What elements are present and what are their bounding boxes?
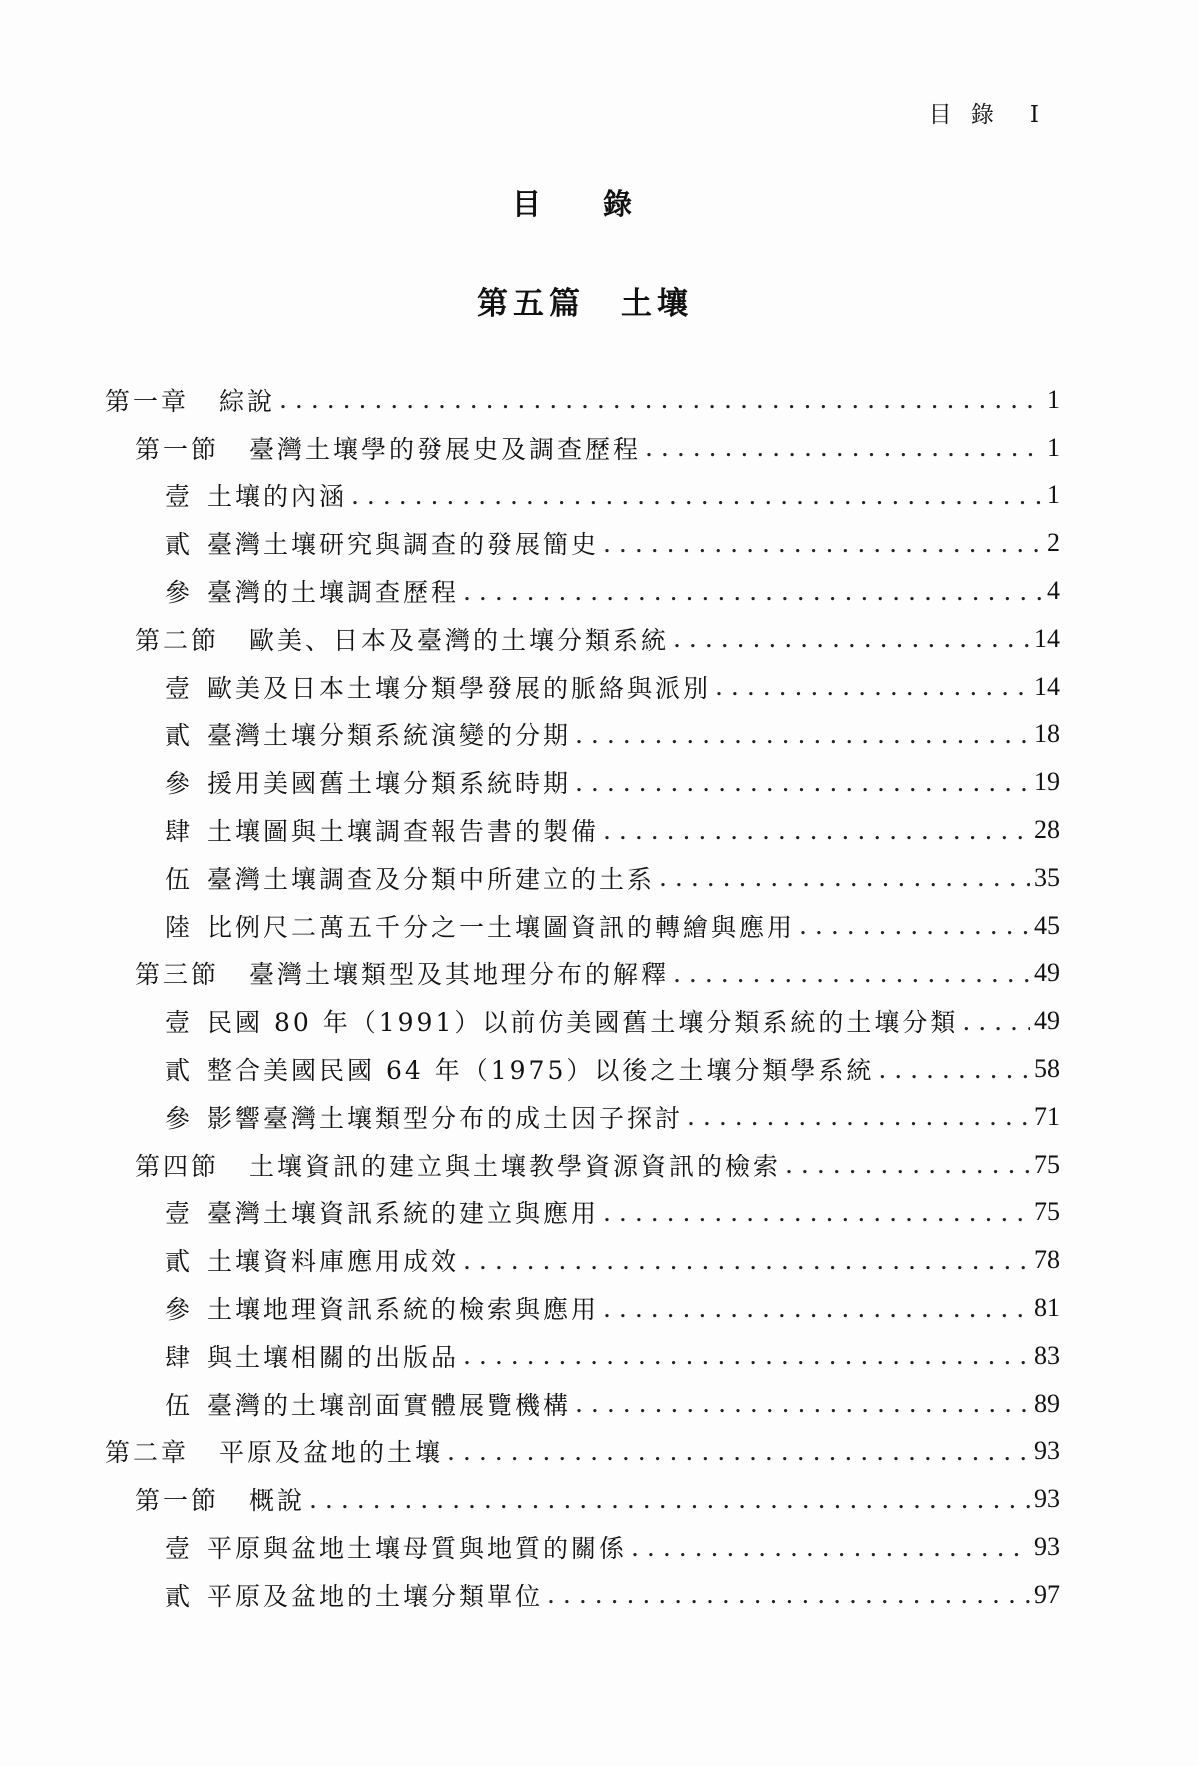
dot-leader xyxy=(279,385,1043,414)
dot-leader xyxy=(547,1580,1030,1609)
toc-entry-label xyxy=(135,955,669,991)
toc-entry-title: 臺灣土壤調查及分類中所建立的土系 xyxy=(207,864,656,894)
toc-entry-page: 58 xyxy=(1034,1054,1060,1084)
toc-entry-title: 比例尺二萬五千分之一土壤圖資訊的轉繪與應用 xyxy=(207,912,796,942)
toc-entry[interactable] xyxy=(105,806,1060,854)
toc-entry-label xyxy=(165,1099,683,1135)
toc-entry-number: 第一節 xyxy=(135,1486,220,1516)
dot-leader xyxy=(603,1198,1030,1227)
toc-entry[interactable] xyxy=(105,1141,1060,1189)
toc-entry[interactable] xyxy=(105,1189,1060,1237)
toc-entry-number: 貳 xyxy=(165,721,194,751)
toc-entry-page: 71 xyxy=(1034,1101,1060,1131)
dot-leader xyxy=(785,1150,1030,1179)
toc-entry-page: 89 xyxy=(1034,1388,1060,1418)
toc-entry-title: 民國 80 年（1991）以前仿美國舊土壤分類系統的土壤分類 xyxy=(207,1008,959,1038)
toc-entry-page: 49 xyxy=(1034,1006,1060,1036)
dot-leader xyxy=(603,816,1030,845)
dot-leader xyxy=(631,1533,1030,1562)
toc-entry-title: 與土壤相關的出版品 xyxy=(207,1342,460,1372)
toc-entry[interactable] xyxy=(105,615,1060,663)
toc-entry-label xyxy=(165,1577,543,1613)
toc-entry-label xyxy=(165,1338,459,1374)
toc-entry-title: 平原與盆地土壤母質與地質的關係 xyxy=(207,1534,628,1564)
toc-entry-title: 整合美國民國 64 年（1975）以後之土壤分類學系統 xyxy=(207,1056,875,1086)
toc-entry-label xyxy=(105,382,275,418)
toc-entry-label xyxy=(105,1433,443,1469)
toc-entry-number: 第四節 xyxy=(135,1151,220,1181)
dot-leader xyxy=(463,1341,1030,1370)
toc-entry-page: 28 xyxy=(1034,815,1060,845)
toc-entry-title: 臺灣的土壤調查歷程 xyxy=(207,578,460,608)
toc-entry-number: 肆 xyxy=(165,817,194,847)
toc-entry-label xyxy=(165,1386,571,1422)
toc-entry-page: 18 xyxy=(1034,719,1060,749)
toc-entry-number: 參 xyxy=(165,1103,194,1133)
toc-entry[interactable] xyxy=(105,519,1060,567)
toc-entry[interactable] xyxy=(105,376,1060,424)
toc-entry-title: 平原及盆地的土壤 xyxy=(219,1438,444,1468)
dot-leader xyxy=(687,1102,1030,1131)
toc-entry-title: 土壤的內涵 xyxy=(207,482,348,512)
toc-entry-number: 壹 xyxy=(165,1008,194,1038)
toc-entry-number: 貳 xyxy=(165,1056,194,1086)
dot-leader xyxy=(463,577,1043,606)
running-header xyxy=(929,96,1039,129)
header-page-number: I xyxy=(1029,102,1039,128)
toc-entry-label xyxy=(165,764,571,800)
toc-entry[interactable] xyxy=(105,1332,1060,1380)
header-title: 目 錄 xyxy=(928,102,1000,128)
toc-entry-title: 臺灣的土壤剖面實體展覽機構 xyxy=(207,1390,572,1420)
dot-leader xyxy=(799,911,1030,940)
toc-entry[interactable] xyxy=(105,1093,1060,1141)
toc-entry[interactable] xyxy=(105,1428,1060,1476)
toc-entry-number: 第三節 xyxy=(135,960,220,990)
toc-entry[interactable] xyxy=(105,902,1060,950)
toc-entry-page: 78 xyxy=(1034,1245,1060,1275)
toc-entry-title: 影響臺灣土壤類型分布的成土因子探討 xyxy=(207,1103,684,1133)
toc-entry-page: 93 xyxy=(1034,1484,1060,1514)
toc-entry-title: 歐美、日本及臺灣的土壤分類系統 xyxy=(249,625,670,655)
toc-entry-title: 土壤資訊的建立與土壤教學資源資訊的檢索 xyxy=(249,1151,782,1181)
toc-entry-label xyxy=(165,573,459,609)
toc-entry-number: 參 xyxy=(165,1295,194,1325)
toc-entry[interactable] xyxy=(105,567,1060,615)
toc-entry-number: 貳 xyxy=(165,1581,194,1611)
dot-leader xyxy=(463,1246,1030,1275)
toc-entry-page: 75 xyxy=(1034,1197,1060,1227)
toc-entry[interactable] xyxy=(105,1523,1060,1571)
toc-entry-label xyxy=(165,1529,627,1565)
toc-entry-page: 83 xyxy=(1034,1340,1060,1370)
dot-leader xyxy=(575,768,1030,797)
toc-entry[interactable] xyxy=(105,950,1060,998)
toc-entry-label xyxy=(165,477,347,513)
toc-entry-page: 19 xyxy=(1034,767,1060,797)
toc-entry-page: 45 xyxy=(1034,910,1060,940)
toc-entry-number: 貳 xyxy=(165,1247,194,1277)
toc-entry-number: 壹 xyxy=(165,1534,194,1564)
toc-entry-page: 4 xyxy=(1047,576,1060,606)
toc-entry-number: 壹 xyxy=(165,1199,194,1229)
toc-entry-page: 14 xyxy=(1034,623,1060,653)
dot-leader xyxy=(962,1007,1030,1036)
toc-entry[interactable] xyxy=(105,1380,1060,1428)
toc-entry[interactable] xyxy=(105,711,1060,759)
toc-entry-label xyxy=(165,525,599,561)
toc-entry-label xyxy=(165,669,711,705)
toc-entry-number: 第一節 xyxy=(135,434,220,464)
toc-entry-label xyxy=(165,908,795,944)
toc-entry-number: 伍 xyxy=(165,864,194,894)
toc-entry-page: 14 xyxy=(1034,671,1060,701)
toc-entry-page: 49 xyxy=(1034,958,1060,988)
dot-leader xyxy=(603,1294,1030,1323)
dot-leader xyxy=(878,1055,1030,1084)
toc-entry-label xyxy=(135,621,669,657)
toc-entry-label xyxy=(165,812,599,848)
toc-entry-label xyxy=(165,1003,958,1039)
toc-entry-page: 97 xyxy=(1034,1579,1060,1609)
dot-leader xyxy=(575,1389,1030,1418)
toc-entry-number: 第一章 xyxy=(105,386,190,416)
toc-entry-number: 第二節 xyxy=(135,625,220,655)
toc-entry-title: 歐美及日本土壤分類學發展的脈絡與派別 xyxy=(207,673,712,703)
toc-entry-title: 土壤圖與土壤調查報告書的製備 xyxy=(207,817,600,847)
toc-entry-title: 臺灣土壤類型及其地理分布的解釋 xyxy=(249,960,670,990)
toc-entry-number: 壹 xyxy=(165,673,194,703)
toc-entry[interactable] xyxy=(105,663,1060,711)
toc-entry-page: 93 xyxy=(1034,1436,1060,1466)
toc-entry-title: 援用美國舊土壤分類系統時期 xyxy=(207,769,572,799)
toc-entry-title: 臺灣土壤研究與調查的發展簡史 xyxy=(207,530,600,560)
part-title: 第五篇 土壤 xyxy=(477,286,693,322)
toc-entry-title: 概說 xyxy=(249,1486,306,1516)
toc-entry-title: 臺灣土壤分類系統演變的分期 xyxy=(207,721,572,751)
toc-entry-label xyxy=(165,1290,599,1326)
toc-entry-title: 土壤地理資訊系統的檢索與應用 xyxy=(207,1295,600,1325)
toc-entry-label xyxy=(165,860,655,896)
dot-leader xyxy=(351,481,1043,510)
toc-entry-number: 伍 xyxy=(165,1390,194,1420)
dot-leader xyxy=(673,624,1030,653)
dot-leader xyxy=(659,863,1030,892)
dot-leader xyxy=(309,1485,1030,1514)
toc-entry[interactable] xyxy=(105,758,1060,806)
toc-entry-label xyxy=(135,430,641,466)
toc-entry[interactable] xyxy=(105,854,1060,902)
toc-entry-label xyxy=(135,1481,305,1517)
toc-entry-page: 93 xyxy=(1034,1532,1060,1562)
toc-entry-number: 陸 xyxy=(165,912,194,942)
toc-entry-title: 臺灣土壤學的發展史及調查歷程 xyxy=(249,434,642,464)
toc-entry-label xyxy=(165,1051,874,1087)
page-title: 目 錄 xyxy=(511,187,659,221)
toc-entry-title: 臺灣土壤資訊系統的建立與應用 xyxy=(207,1199,600,1229)
toc-entry-label xyxy=(135,1147,781,1183)
toc-entry-label xyxy=(165,716,571,752)
toc-entry[interactable] xyxy=(105,472,1060,520)
toc-entry-page: 35 xyxy=(1034,862,1060,892)
toc-entry[interactable] xyxy=(105,424,1060,472)
toc-entry-label xyxy=(165,1194,599,1230)
dot-leader xyxy=(447,1437,1030,1466)
toc-entry-label xyxy=(165,1242,459,1278)
toc-entry-page: 1 xyxy=(1047,480,1060,510)
dot-leader xyxy=(715,672,1030,701)
toc-entry-page: 1 xyxy=(1047,384,1060,414)
toc-entry-number: 第二章 xyxy=(105,1438,190,1468)
toc-entry[interactable] xyxy=(105,1571,1060,1619)
toc-entry-page: 1 xyxy=(1047,432,1060,462)
toc-entry[interactable] xyxy=(105,1475,1060,1523)
toc-entry-number: 壹 xyxy=(165,482,194,512)
toc-entry-page: 2 xyxy=(1047,528,1060,558)
toc-entry[interactable] xyxy=(105,1284,1060,1332)
toc-entry[interactable] xyxy=(105,997,1060,1045)
toc-entry-number: 貳 xyxy=(165,530,194,560)
toc-entry-title: 土壤資料庫應用成效 xyxy=(207,1247,460,1277)
toc-entry[interactable] xyxy=(105,1236,1060,1284)
toc-entry-title: 平原及盆地的土壤分類單位 xyxy=(207,1581,544,1611)
toc-entry-number: 肆 xyxy=(165,1342,194,1372)
toc-entry-number: 參 xyxy=(165,578,194,608)
toc-entry[interactable] xyxy=(105,1045,1060,1093)
toc-entry-title: 綜說 xyxy=(219,386,276,416)
dot-leader xyxy=(645,433,1043,462)
toc-entry-page: 81 xyxy=(1034,1293,1060,1323)
dot-leader xyxy=(603,529,1043,558)
dot-leader xyxy=(575,720,1030,749)
dot-leader xyxy=(673,959,1030,988)
table-of-contents xyxy=(105,376,1060,1619)
toc-entry-number: 參 xyxy=(165,769,194,799)
toc-entry-page: 75 xyxy=(1034,1149,1060,1179)
